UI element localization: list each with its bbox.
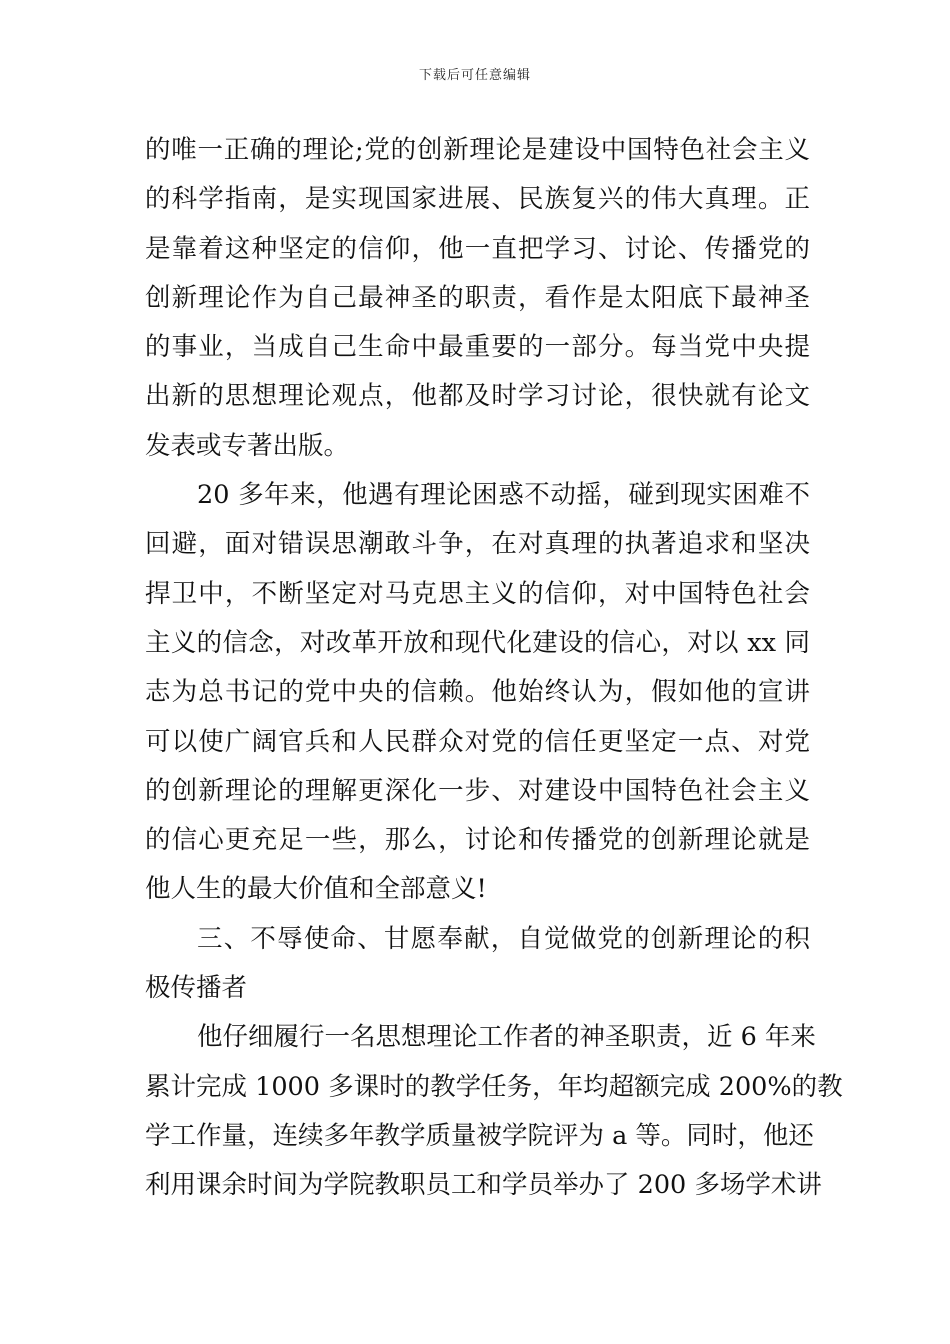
text-line: 利用课余时间为学院教职员工和学员举办了 200 多场学术讲	[145, 1170, 822, 1201]
text-line: 他人生的最大价值和全部意义!	[145, 874, 487, 905]
text-line: 是靠着这种坚定的信仰，他一直把学习、讨论、传播党的	[145, 233, 810, 264]
text-line: 可以使广阔官兵和人民群众对党的信任更坚定一点、对党	[145, 726, 810, 757]
text-line: 学工作量，连续多年教学质量被学院评为 a 等。同时，他还	[145, 1120, 814, 1151]
text-line: 主义的信念，对改革开放和现代化建设的信心，对以 xx 同	[145, 627, 810, 658]
text-line: 三、不辱使命、甘愿奉献，自觉做党的创新理论的积	[197, 923, 810, 954]
text-line: 的事业，当成自己生命中最重要的一部分。每当党中央提	[145, 332, 810, 363]
text-line: 发表或专著出版。	[145, 430, 350, 461]
document-body	[145, 126, 843, 1211]
text-line: 回避，面对错误思潮敢斗争，在对真理的执著追求和坚决	[145, 529, 810, 560]
text-line: 的创新理论的理解更深化一步、对建设中国特色社会主义	[145, 775, 810, 806]
text-line: 他仔细履行一名思想理论工作者的神圣职责，近 6 年来	[197, 1022, 816, 1053]
text-line: 的信心更充足一些，那么，讨论和传播党的创新理论就是	[145, 825, 810, 856]
text-line: 志为总书记的党中央的信赖。他始终认为，假如他的宣讲	[145, 677, 810, 708]
text-line: 极传播者	[145, 973, 248, 1004]
text-line: 的科学指南，是实现国家进展、民族复兴的伟大真理。正	[145, 184, 810, 215]
text-line: 出新的思想理论观点，他都及时学习讨论，很快就有论文	[145, 381, 810, 412]
text-line: 20 多年来，他遇有理论困惑不动摇，碰到现实困难不	[197, 480, 810, 511]
text-line: 创新理论作为自己最神圣的职责，看作是太阳底下最神圣	[145, 282, 810, 313]
text-line: 累计完成 1000 多课时的教学任务，年均超额完成 200%的教	[145, 1071, 843, 1102]
page-header: 下载后可任意编辑	[418, 68, 531, 83]
text-line: 的唯一正确的理论;党的创新理论是建设中国特色社会主义	[145, 135, 810, 165]
text-line: 捍卫中，不断坚定对马克思主义的信仰，对中国特色社会	[145, 578, 810, 609]
